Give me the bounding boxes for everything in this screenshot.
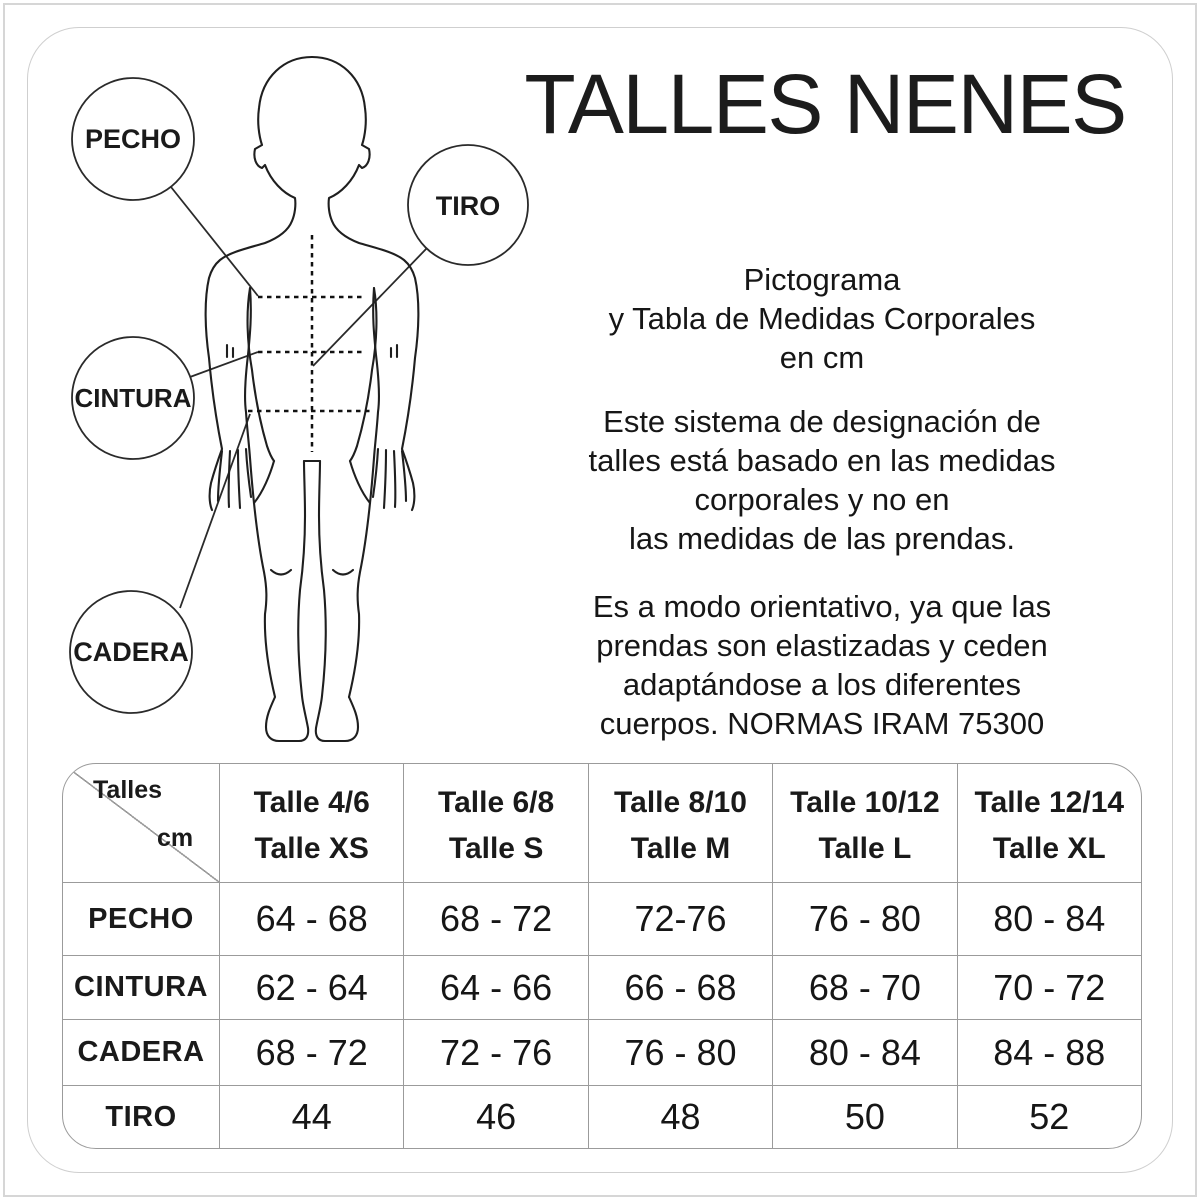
intro-text [532, 261, 1112, 377]
table-cell [772, 955, 956, 1019]
cell-value: 68 - 72 [440, 898, 553, 939]
text-line: prendas son elastizadas y ceden [596, 628, 1048, 663]
size-letter-label: Talle XS [254, 832, 369, 865]
cell-value: 72-76 [634, 898, 727, 939]
cadera-row-label: CADERA [77, 1036, 205, 1068]
cintura-row-label: CINTURA [74, 971, 208, 1003]
row-label [63, 955, 219, 1019]
table-cell [957, 1085, 1141, 1148]
cell-value: 66 - 68 [624, 966, 737, 1008]
cadera-label: CADERA [73, 637, 189, 667]
orientative-note-text [532, 588, 1112, 743]
size-range-label: Talle 4/6 [253, 786, 370, 819]
table-cell [588, 955, 772, 1019]
row-label [63, 1085, 219, 1148]
intro-line: Pictograma [743, 262, 901, 297]
row-label [63, 882, 219, 955]
column-header [403, 764, 587, 882]
cell-value: 44 [291, 1096, 332, 1137]
table-cell [957, 882, 1141, 955]
cell-value: 52 [1029, 1096, 1070, 1137]
size-range-label: Talle 6/8 [438, 786, 555, 819]
size-range-label: Talle 8/10 [614, 786, 747, 819]
cell-value: 76 - 80 [624, 1031, 737, 1073]
pecho-callout [72, 78, 194, 200]
size-range-label: Talle 10/12 [790, 786, 940, 819]
size-range-label: Talle 12/14 [974, 786, 1125, 819]
description-column [532, 261, 1112, 743]
text-line: cuerpos. NORMAS IRAM 75300 [599, 705, 1045, 741]
cadera-callout [70, 591, 192, 713]
tiro-callout [408, 145, 528, 265]
table-cell [957, 1019, 1141, 1085]
leader-lines [171, 187, 427, 608]
child-body-pictogram [0, 0, 560, 760]
intro-line: y Tabla de Medidas Corporales [608, 300, 1036, 336]
table-cell [588, 1019, 772, 1085]
table-cell [772, 1085, 956, 1148]
size-letter-label: Talle L [818, 832, 912, 865]
column-header [219, 764, 403, 882]
table-cell [219, 955, 403, 1019]
text-line: Este sistema de designación de [603, 404, 1041, 440]
text-line: corporales y no en [694, 481, 950, 517]
size-letter-label: Talle XL [992, 832, 1106, 865]
cell-value: 62 - 64 [255, 966, 368, 1008]
page-title: TALLES NENES [524, 57, 1126, 151]
cell-value: 72 - 76 [440, 1031, 553, 1073]
size-table [62, 763, 1142, 1149]
measurement-lines [248, 235, 374, 452]
table-cell [403, 882, 587, 955]
cintura-label: CINTURA [74, 383, 192, 413]
cadera-leader-line [180, 414, 250, 608]
intro-line: en cm [779, 339, 865, 375]
text-line: adaptándose a los diferentes [622, 666, 1022, 702]
table-cell [957, 955, 1141, 1019]
table-cell [588, 1085, 772, 1148]
table-cell [588, 882, 772, 955]
table-cell [772, 1019, 956, 1085]
cintura-callout [72, 337, 194, 459]
cell-value: 50 [844, 1096, 885, 1137]
cell-value: 80 - 84 [808, 1031, 921, 1073]
size-letter-label: Talle M [630, 832, 731, 865]
cell-value: 68 - 70 [808, 966, 921, 1008]
text-line: Es a modo orientativo, ya que las [592, 589, 1052, 625]
table-cell [219, 882, 403, 955]
cell-value: 76 - 80 [808, 898, 921, 939]
table-cell [403, 1085, 587, 1148]
column-header [772, 764, 956, 882]
cell-value: 48 [660, 1096, 701, 1137]
cell-value: 68 - 72 [255, 1031, 368, 1073]
table-cell [772, 882, 956, 955]
pecho-row-label: PECHO [88, 902, 194, 935]
corner-cm-label: cm [157, 824, 194, 852]
cell-value: 84 - 88 [993, 1031, 1106, 1073]
text-line: las medidas de las prendas. [628, 520, 1015, 556]
cell-value: 46 [476, 1096, 517, 1137]
cell-value: 64 - 68 [255, 898, 368, 939]
pecho-leader-line [171, 187, 258, 296]
corner-talles-label: Talles [93, 776, 163, 804]
table-cell [403, 955, 587, 1019]
table-cell [403, 1019, 587, 1085]
cell-value: 64 - 66 [440, 966, 553, 1008]
cell-value: 70 - 72 [993, 966, 1106, 1008]
cell-value: 80 - 84 [993, 898, 1106, 939]
table-corner-cell [63, 764, 219, 882]
system-explanation-text [532, 403, 1112, 558]
table-cell [219, 1085, 403, 1148]
tiro-row-label: TIRO [105, 1100, 177, 1133]
pecho-label: PECHO [84, 124, 182, 154]
text-line: talles está basado en las medidas [588, 443, 1056, 478]
column-header [957, 764, 1141, 882]
row-label [63, 1019, 219, 1085]
size-letter-label: Talle S [448, 832, 544, 865]
table-cell [219, 1019, 403, 1085]
column-header [588, 764, 772, 882]
tiro-label: TIRO [435, 191, 501, 221]
